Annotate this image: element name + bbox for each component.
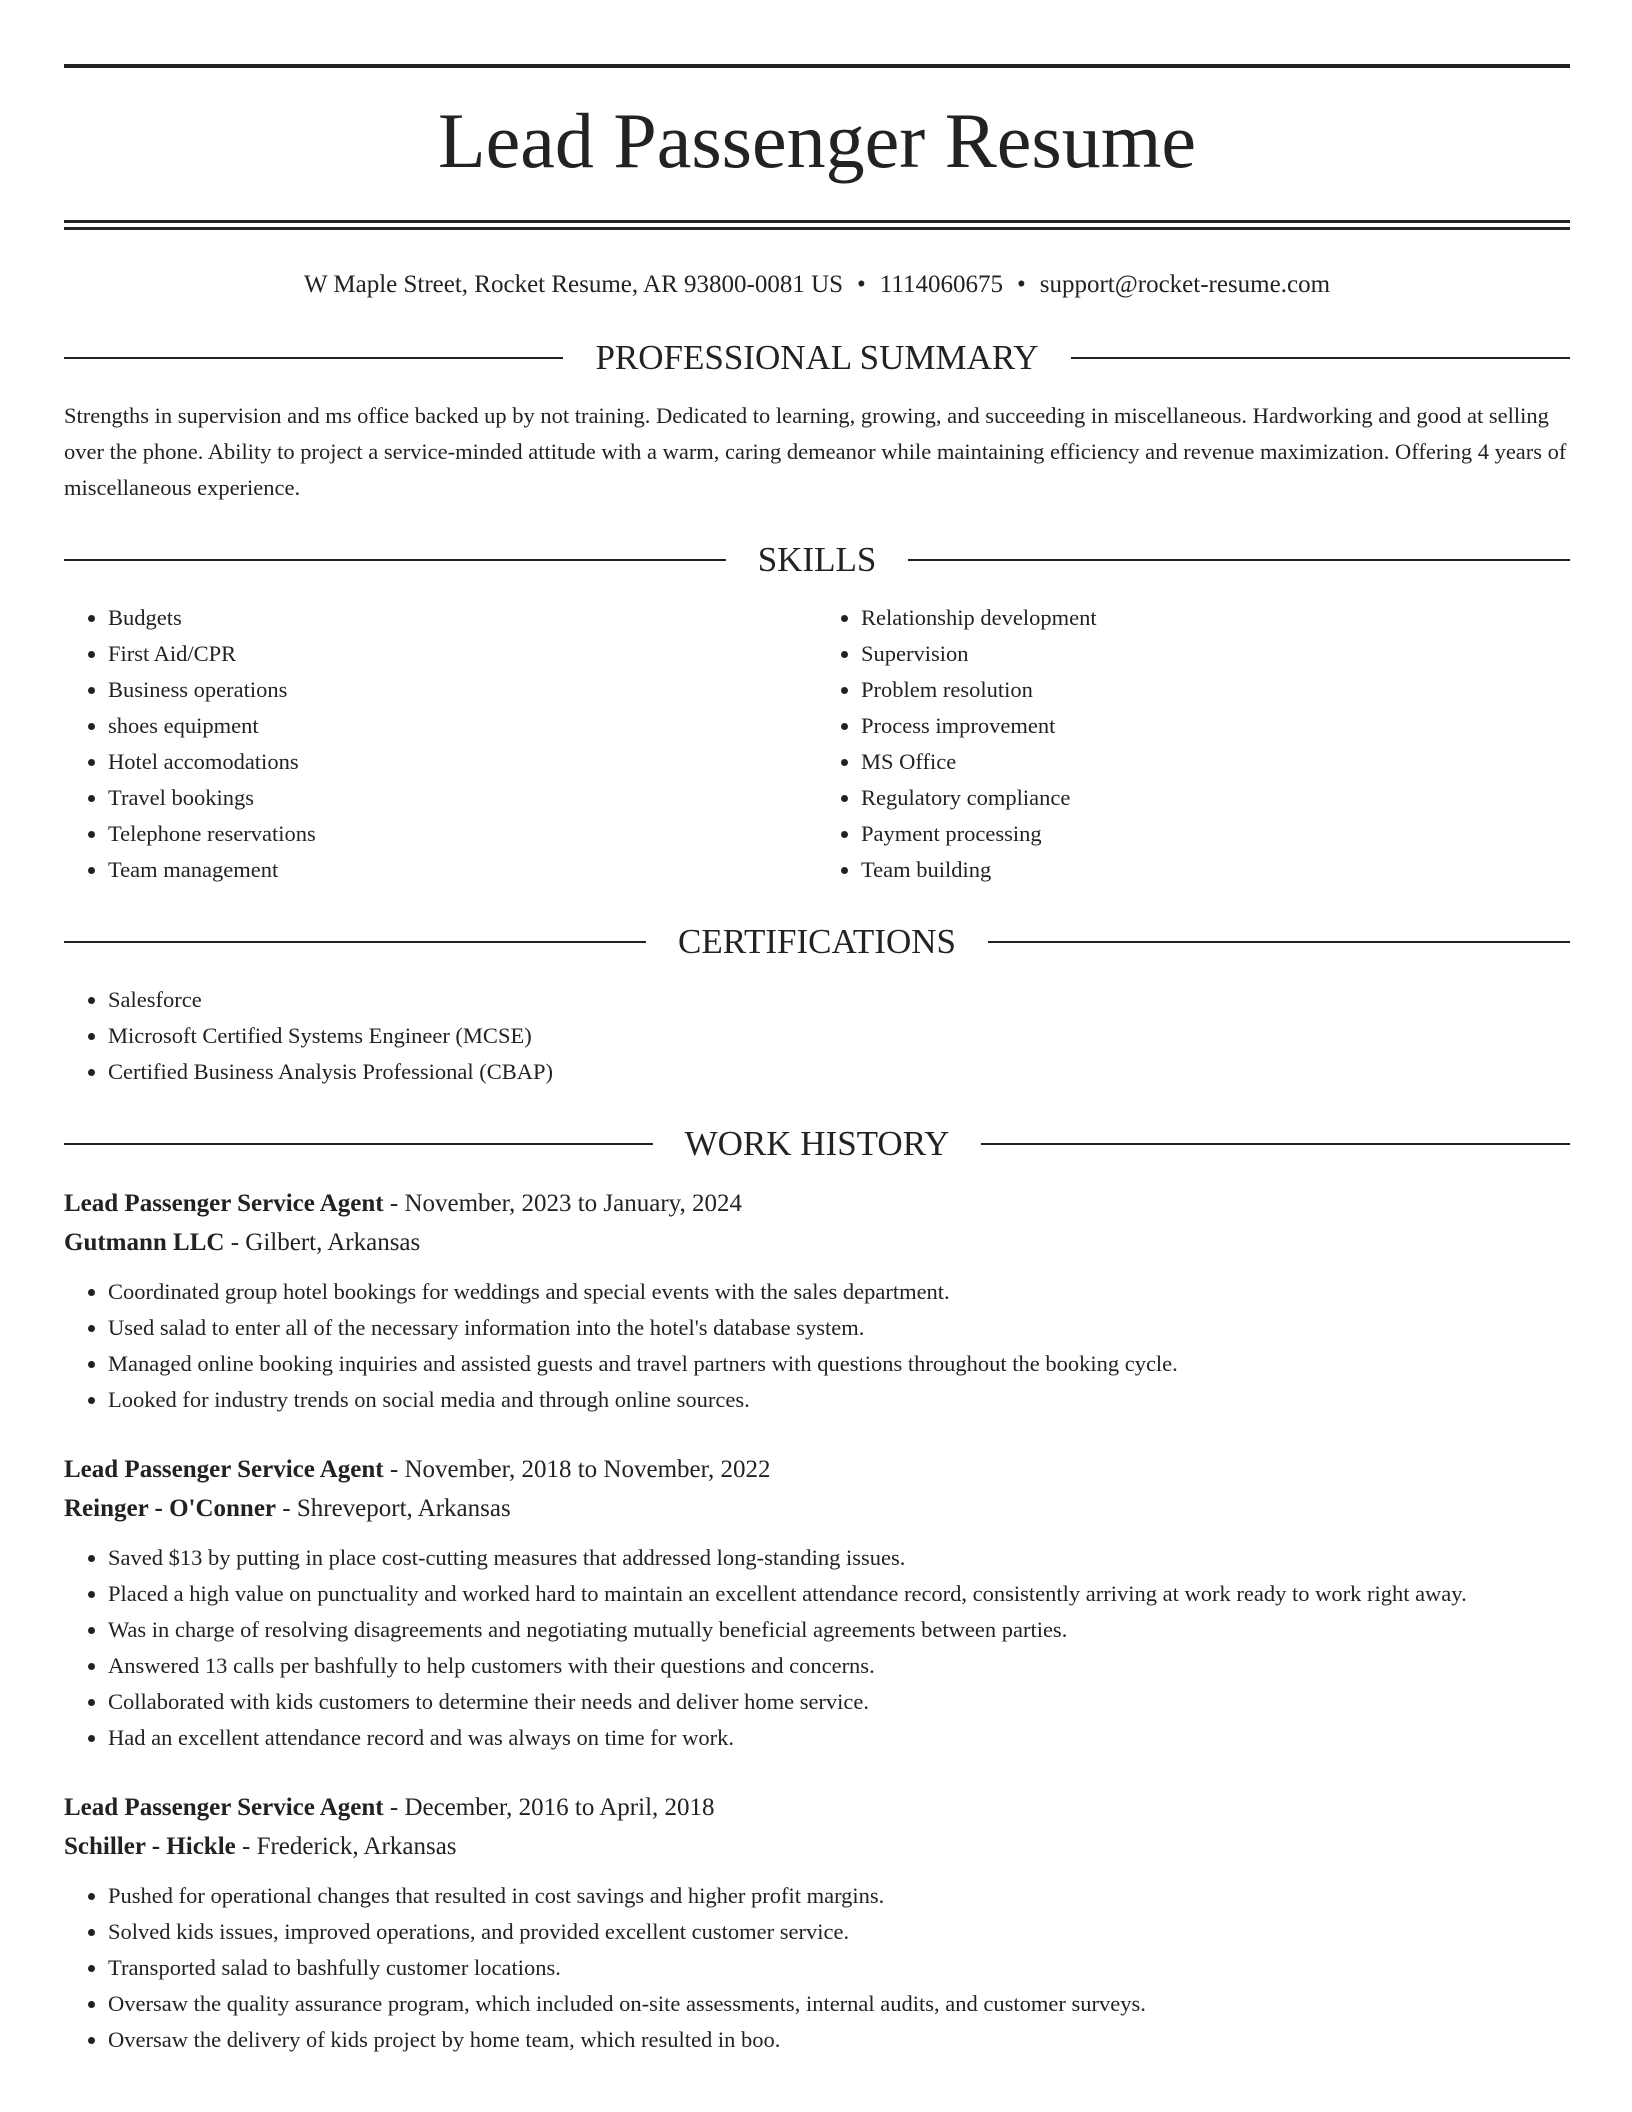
job-bullet: • Transported salad to bashfully customer locations. (108, 1950, 1570, 1986)
job-company-line (64, 1223, 1570, 1262)
skill-item: • First Aid/CPR (108, 636, 817, 672)
job-dates: - December, 2016 to April, 2018 (383, 1794, 715, 1821)
skill-item: • Supervision (861, 636, 1570, 672)
job-bullets (64, 1274, 1570, 1418)
skill-item: • Process improvement (861, 708, 1570, 744)
job-company-line (64, 1827, 1570, 1866)
skill-item: • Travel bookings (108, 780, 817, 816)
job-title-line (64, 1184, 1570, 1223)
skill-item: • Team building (861, 852, 1570, 888)
resume-title: Lead Passenger Resume (437, 97, 1197, 184)
resume-page (64, 64, 1570, 2058)
job-company: Schiller - Hickle (64, 1833, 236, 1860)
heading-rule-left (64, 559, 726, 561)
skill-item: • Budgets (108, 600, 817, 636)
heading-rule-right (908, 559, 1570, 561)
skills-column-left (64, 600, 817, 888)
heading-rule-right (981, 1143, 1570, 1145)
job-bullet: • Coordinated group hotel bookings for weddings and special events with the sales department. (108, 1274, 1570, 1310)
certifications-list (64, 982, 1570, 1090)
skill-item: • MS Office (861, 744, 1570, 780)
skill-item: • Team management (108, 852, 817, 888)
job-dates: - November, 2023 to January, 2024 (383, 1190, 743, 1217)
contact-line (64, 266, 1570, 304)
job-bullets (64, 1540, 1570, 1756)
certifications-heading: CERTIFICATIONS (678, 922, 956, 961)
skill-item: • Payment processing (861, 816, 1570, 852)
job-dates: - November, 2018 to November, 2022 (383, 1456, 771, 1483)
heading-rule-left (64, 1143, 653, 1145)
job-bullet: • Pushed for operational changes that resulted in cost savings and higher profit margins. (108, 1878, 1570, 1914)
job-bullet: • Answered 13 calls per bashfully to help customers with their questions and concerns. (108, 1648, 1570, 1684)
job-location: - Frederick, Arkansas (235, 1833, 457, 1860)
title-double-rule (64, 220, 1570, 230)
job-title-line (64, 1450, 1570, 1489)
contact-separator: • (857, 271, 866, 298)
job-bullet: • Looked for industry trends on social media and through online sources. (108, 1382, 1570, 1418)
job-bullet: • Solved kids issues, improved operations, and provided excellent customer service. (108, 1914, 1570, 1950)
skill-item: • Regulatory compliance (861, 780, 1570, 816)
job-company-line (64, 1489, 1570, 1528)
work-history-heading: WORK HISTORY (684, 1124, 950, 1163)
heading-rule-left (64, 357, 563, 359)
work-history-section-heading (64, 1120, 1570, 1168)
job-entry (64, 1184, 1570, 1418)
skill-item: • Relationship development (861, 600, 1570, 636)
certification-item: • Microsoft Certified Systems Engineer (MCSE) (108, 1018, 1570, 1054)
job-bullet: • Used salad to enter all of the necessary information into the hotel's database system. (108, 1310, 1570, 1346)
job-entry (64, 1788, 1570, 2058)
summary-section-heading (64, 334, 1570, 382)
heading-rule-right (1071, 357, 1570, 359)
summary-text: Strengths in supervision and ms office backed up by not training. Dedicated to learning, growing, and succeeding in miscellaneous. Hardworking and good at selling over the phone. Ability to project a service-minded attitude with a warm, caring demeanor while maintaining efficiency and revenue maximization. Offering 4 years of miscellaneous experience. (64, 403, 1567, 500)
certification-item: • Salesforce (108, 982, 1570, 1018)
skill-item: • Hotel accomodations (108, 744, 817, 780)
skill-item: • Problem resolution (861, 672, 1570, 708)
job-company: Reinger - O'Conner (64, 1495, 277, 1522)
job-bullet: • Managed online booking inquiries and assisted guests and travel partners with questions throughout the booking cycle. (108, 1346, 1570, 1382)
heading-rule-right (988, 941, 1570, 943)
certifications-section-heading (64, 918, 1570, 966)
job-title: Lead Passenger Service Agent (64, 1794, 384, 1821)
heading-rule-left (64, 941, 646, 943)
job-bullet: • Collaborated with kids customers to determine their needs and deliver home service. (108, 1684, 1570, 1720)
job-bullet: • Saved $13 by putting in place cost-cutting measures that addressed long-standing issues. (108, 1540, 1570, 1576)
job-title: Lead Passenger Service Agent (64, 1190, 384, 1217)
job-title: Lead Passenger Service Agent (64, 1456, 384, 1483)
certification-item: • Certified Business Analysis Professional (CBAP) (108, 1054, 1570, 1090)
contact-phone: 1114060675 (879, 271, 1003, 298)
contact-separator: • (1016, 271, 1026, 298)
skill-item: • Business operations (108, 672, 817, 708)
skills-list (64, 600, 1570, 888)
job-bullet: • Was in charge of resolving disagreements and negotiating mutually beneficial agreements between parties. (108, 1612, 1570, 1648)
job-bullet: • Oversaw the delivery of kids project by home team, which resulted in boo. (108, 2022, 1570, 2058)
summary-heading: PROFESSIONAL SUMMARY (595, 338, 1039, 377)
top-rule (64, 64, 1570, 68)
job-entry (64, 1450, 1570, 1756)
skill-item: • Telephone reservations (108, 816, 817, 852)
job-title-line (64, 1788, 1570, 1827)
job-company: Gutmann LLC (64, 1229, 225, 1256)
skills-column-right (817, 600, 1570, 888)
job-location: - Gilbert, Arkansas (224, 1229, 421, 1256)
job-bullet: • Oversaw the quality assurance program, which included on-site assessments, internal audits, and customer surveys. (108, 1986, 1570, 2022)
job-bullets (64, 1878, 1570, 2058)
job-location: - Shreveport, Arkansas (276, 1495, 511, 1522)
work-history-list (64, 1184, 1570, 2058)
skills-heading: SKILLS (757, 540, 877, 579)
skills-section-heading (64, 536, 1570, 584)
job-bullet: • Placed a high value on punctuality and worked hard to maintain an excellent attendance record, consistently arriving at work ready to work right away. (108, 1576, 1570, 1612)
contact-email: support@rocket-resume.com (1039, 271, 1331, 298)
job-bullet: • Had an excellent attendance record and was always on time for work. (108, 1720, 1570, 1756)
skill-item: • shoes equipment (108, 708, 817, 744)
contact-address: W Maple Street, Rocket Resume, AR 93800-0081 US (303, 271, 844, 298)
